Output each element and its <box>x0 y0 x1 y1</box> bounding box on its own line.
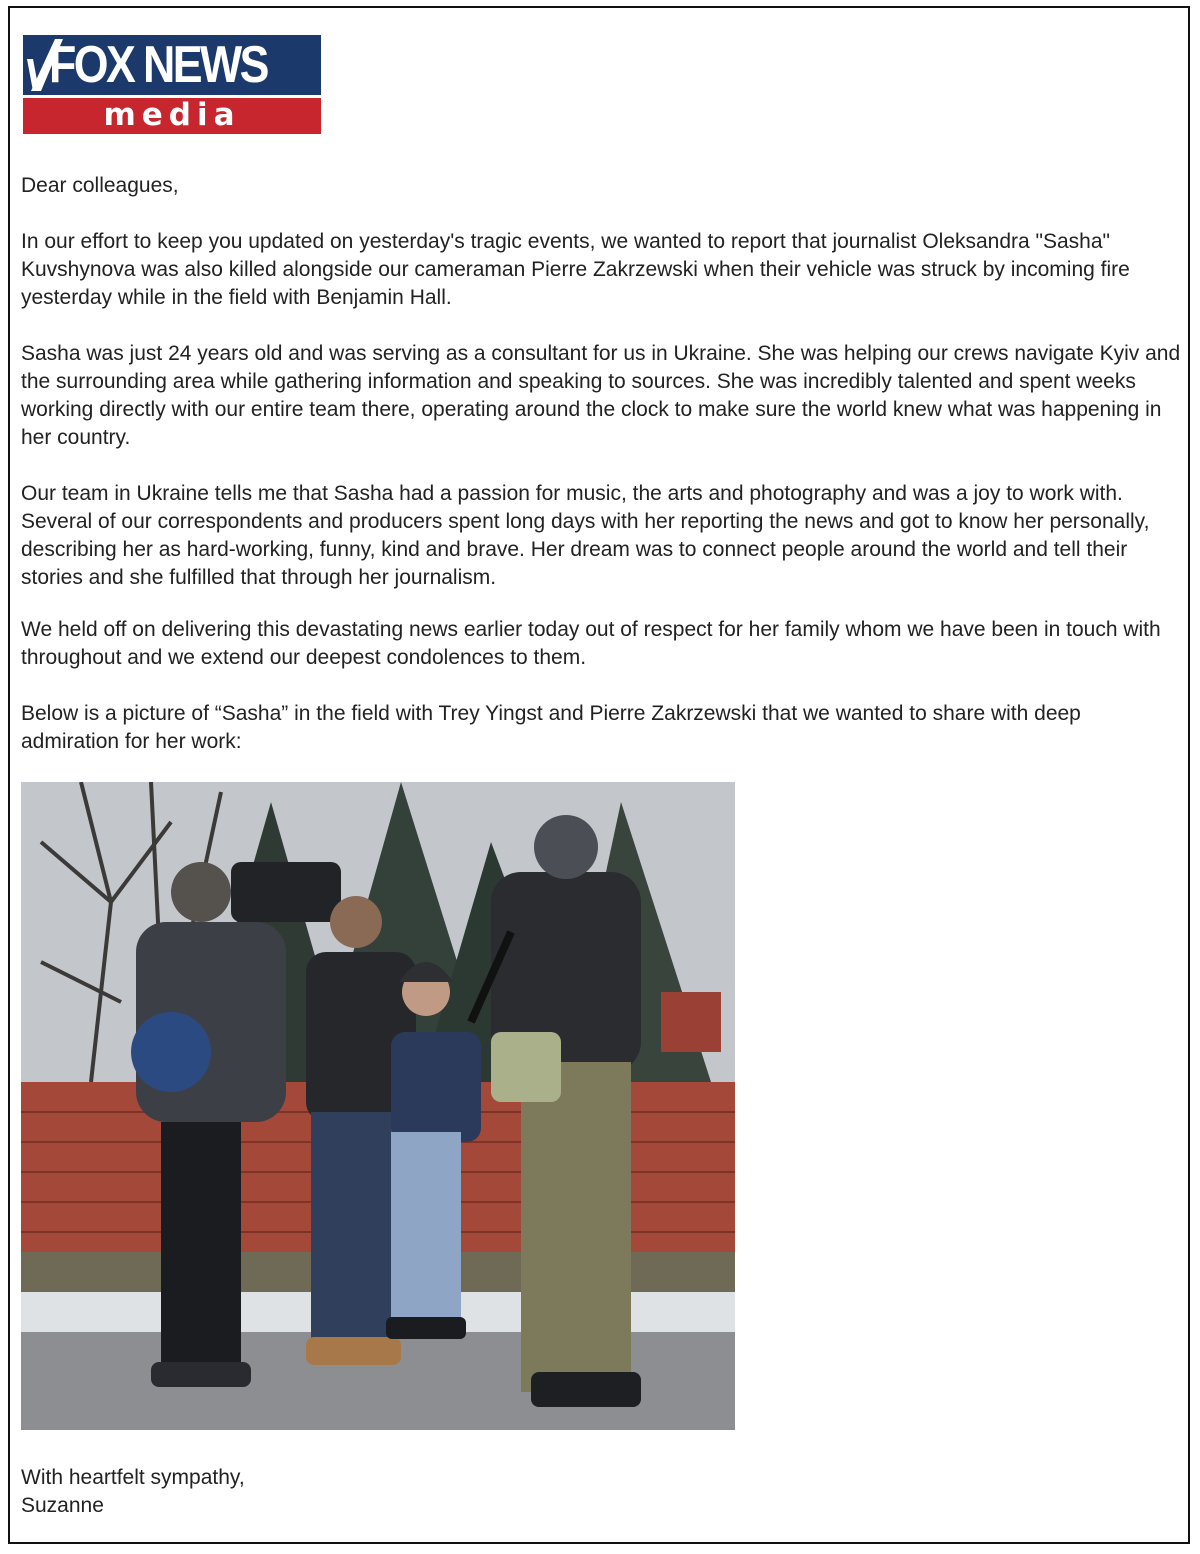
fox-news-media-logo <box>23 35 321 135</box>
logo-bottom-bar <box>23 98 321 134</box>
letter-paragraph-4: We held off on delivering this devastating news earlier today out of respect for her family whom we have been in touch with throughout and we extend our deepest condolences to them. <box>21 618 1161 669</box>
logo-brand-text: FOX NEWS <box>49 36 267 94</box>
letter-greeting: Dear colleagues, <box>21 174 179 197</box>
letter-paragraph-3: Our team in Ukraine tells me that Sasha had a passion for music, the arts and photography and was a joy to work with. Several of our correspondents and producers spent long days with her reporting the news and got to know her personally, describing her as hard-working, funny, kind and brave. Her dream was to connect people around the world and tell their stories and she fulfilled that through her journalism. <box>21 482 1150 589</box>
letter-signature: Suzanne <box>21 1494 104 1517</box>
field-photo <box>21 782 735 1430</box>
field-photo-illustration <box>21 782 735 1430</box>
letter-frame <box>8 6 1190 1544</box>
logo-top-bar <box>23 35 321 95</box>
letter-paragraph-5: Below is a picture of “Sasha” in the field with Trey Yingst and Pierre Zakrzewski that we wanted to share with deep admiration for her work: <box>21 702 1081 753</box>
letter-closing: With heartfelt sympathy, <box>21 1466 245 1489</box>
logo-sub-text: media <box>103 97 241 133</box>
letter-paragraph-1: In our effort to keep you updated on yesterday's tragic events, we wanted to report that journalist Oleksandra "Sasha" Kuvshynova was also killed alongside our cameraman Pierre Zakrzewski when their vehicle was struck by incoming fire yesterday while in the field with Benjamin Hall. <box>21 230 1130 309</box>
letter-paragraph-2: Sasha was just 24 years old and was serving as a consultant for us in Ukraine. She was helping our crews navigate Kyiv and the surrounding area while gathering information and speaking to sources. She was incredibly talented and spent weeks working directly with our entire team there, operating around the clock to make sure the world knew what was happening in her country. <box>21 342 1181 449</box>
